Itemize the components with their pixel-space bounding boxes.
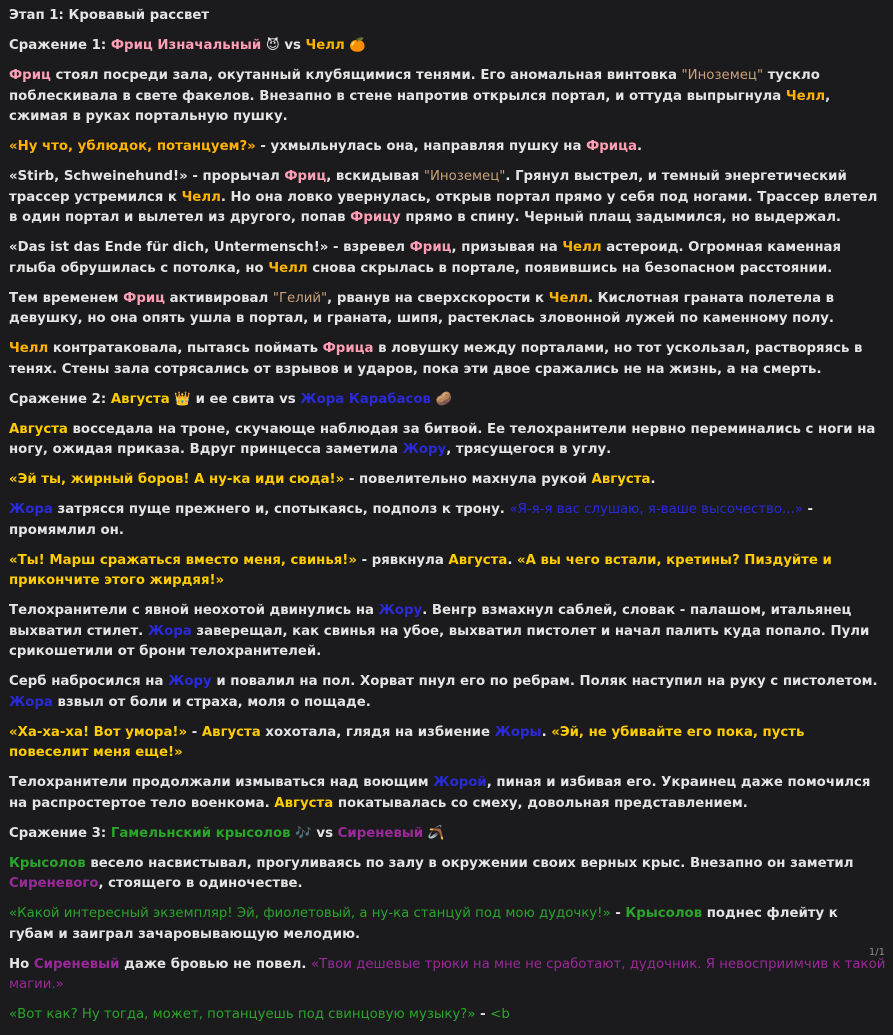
devil-emoji-icon: 😈 — [265, 38, 280, 53]
paragraph-5 — [9, 289, 887, 330]
text: покатывалась со смеху, довольная представлением. — [333, 795, 748, 811]
text: , рванув на сверхскорости к — [327, 290, 549, 306]
name-fritz: Фриц — [123, 290, 166, 306]
text: . — [650, 472, 656, 487]
paragraph-6 — [9, 339, 887, 380]
text: прямо в спину. Черный плащ задымился, но выдержал. — [400, 210, 841, 225]
name-zhora: Жору — [168, 674, 212, 689]
name-fritz: Фрица — [586, 139, 637, 154]
name-zhora: Жоры — [494, 724, 542, 740]
name-zhora: Жора — [9, 694, 53, 710]
fighter-chell: Челл — [305, 38, 345, 53]
text: . Кислотная граната полетела в девушку, но она опять ушла в портал, и граната, шипя, растеклась зловонной лужей по каменному полу. — [9, 290, 835, 326]
name-fritz: Фрица — [322, 341, 374, 356]
text: . Грянул выстрел, и темный энергетический трассер устремился к — [9, 169, 847, 205]
text: в ловушку между порталами, но тот ускользал, растворяясь в тенях. Стены зала сотрясались от взрывов и ударов, пока эти двое сражались не на жизнь, а на смерть. — [9, 341, 863, 377]
name-zhora: Жора — [147, 623, 192, 639]
name-fritz: Фриц — [9, 68, 51, 83]
paragraph-15 — [9, 854, 887, 895]
paragraph-1 — [9, 66, 887, 128]
battle-1-heading — [9, 36, 887, 57]
quote-augusta: «Эй, не убивайте его пока, пусть повеселит меня еще!» — [9, 724, 805, 760]
text: . Венгр взмахнул саблей, словак - палашом, итальянец выхватил стилет. — [9, 603, 852, 639]
text: поднес флейту к губам и заиграл зачаровывающую мелодию. — [9, 906, 838, 942]
text: хохотала, глядя на избиение — [260, 724, 495, 740]
quote-fritz: «Stirb, Schweinehund!» — [9, 169, 188, 184]
fighter-zhora: Жора Карабасов — [300, 391, 431, 407]
text: - прорычал — [187, 169, 285, 184]
vs-text: vs — [311, 825, 338, 841]
text: , пиная и избивая его. Украинец даже помочился на распростертое тело военкома. — [9, 775, 871, 811]
paragraph-13 — [9, 723, 887, 764]
potato-emoji-icon: 🥔 — [435, 391, 453, 407]
name-fritz: Фриц — [409, 240, 452, 255]
paragraph-16 — [9, 904, 887, 945]
text: . — [541, 724, 552, 740]
paragraph-4 — [9, 238, 887, 279]
text: - повелительно махнула рукой — [344, 472, 592, 487]
text: взвыл от боли и страха, моля о пощаде. — [52, 694, 371, 710]
name-sirenevy: Сиреневый — [33, 956, 120, 972]
text: - рявкнула — [356, 552, 449, 568]
name-chell: Челл — [9, 341, 49, 356]
text: Но — [9, 956, 34, 972]
text: - — [610, 906, 626, 921]
text: восседала на троне, скучающе наблюдая за битвой. Ее телохранители нервно переминались с ноги на ногу, ожидая приказа. Вдруг принцесса заметила — [9, 421, 876, 457]
text: контратаковала, пытаясь поймать — [48, 341, 323, 356]
name-chell: Челл — [562, 240, 602, 255]
ability-name: "Гелий" — [272, 290, 328, 306]
quote-chell: «Ну что, ублюдок, потанцуем?» — [9, 139, 256, 154]
weapon-name: "Иноземец" — [681, 68, 764, 83]
quote-ratcatcher: «Какой интересный экземпляр! Эй, фиолетовый, а ну-ка станцуй под мою дудочку!» — [9, 906, 611, 921]
text: , вскидывая — [326, 169, 424, 184]
text: . — [507, 552, 517, 568]
name-chell: Челл — [268, 260, 308, 276]
message-content — [9, 6, 887, 1035]
text: тускло поблескивала в свете факелов. Внезапно в стене напротив открылся портал, и оттуда выпрыгнула — [9, 68, 820, 104]
text: . Но она ловко увернулась, открыв портал прямо у себя под ногами. Трассер влетел в один портал и вылетел из другого, попав — [9, 189, 878, 225]
text: Серб набросился на — [9, 674, 169, 689]
name-zhora: Жора — [9, 502, 53, 517]
battle-label: Сражение 1: — [9, 38, 111, 53]
name-augusta: Августа — [9, 421, 68, 437]
paragraph-18 — [9, 1005, 887, 1026]
paragraph-2 — [9, 137, 887, 158]
name-chell: Челл — [548, 290, 588, 306]
battle-2-heading — [9, 390, 887, 411]
name-chell: Челл — [181, 189, 221, 205]
quote-augusta: «Ха-ха-ха! Вот умора!» — [9, 724, 188, 740]
paragraph-7 — [9, 420, 887, 461]
text: активировал — [165, 290, 273, 306]
quote-augusta: «Ты! Марш сражаться вместо меня, свинья!» — [9, 552, 357, 568]
name-zhora: Жорой — [433, 775, 487, 790]
text: , трясущегося в углу. — [446, 442, 612, 457]
name-augusta: Августа — [201, 724, 261, 740]
fighter-sirenevy: Сиреневый — [337, 825, 424, 841]
name-zhora: Жору — [402, 442, 447, 457]
text: Телохранители продолжали измываться над воющим — [9, 775, 434, 790]
truncated-tag: <b — [490, 1007, 510, 1022]
name-fritz: Фриц — [284, 169, 327, 184]
text: Телохранители с явной неохотой двинулись на — [9, 603, 379, 618]
boomerang-emoji-icon: 🪃 — [427, 825, 445, 841]
orange-emoji-icon: 🍊 — [349, 38, 366, 53]
text: весело насвистывал, прогуливаясь по залу в окружении своих верных крыс. Внезапно он заметил — [85, 855, 854, 871]
name-augusta: Августа — [591, 472, 651, 487]
paragraph-8 — [9, 470, 887, 491]
battle-label: Сражение 2: — [9, 391, 111, 407]
page-number: 1/1 — [868, 947, 885, 958]
paragraph-3 — [9, 167, 887, 229]
quote-zhora: «Я-я-я вас слушаю, я-ваше высочество...» — [509, 502, 803, 517]
name-augusta: Августа — [274, 795, 334, 811]
text: , стоящего в одиночестве. — [98, 876, 303, 891]
quote-augusta: «Эй ты, жирный боров! А ну-ка иди сюда!» — [9, 472, 345, 487]
paragraph-12 — [9, 672, 887, 713]
paragraph-10 — [9, 551, 887, 592]
crown-emoji-icon: 👑 — [174, 391, 191, 407]
text: - взревел — [328, 240, 410, 255]
text: - ухмыльнулась она, направляя пушку на — [255, 139, 587, 154]
paragraph-17 — [9, 955, 887, 996]
quote-ratcatcher: «Вот как? Ну тогда, может, потанцуешь под свинцовую музыку?» — [9, 1007, 476, 1022]
fighter-fritz: Фриц Изначальный — [110, 38, 262, 53]
text: - — [475, 1007, 491, 1022]
text: , призывая на — [451, 240, 563, 255]
music-notes-emoji-icon: 🎶 — [295, 825, 312, 841]
name-augusta: Августа — [448, 552, 508, 568]
paragraph-11 — [9, 601, 887, 663]
text: стоял посреди зала, окутанный клубящимися тенями. Его аномальная винтовка — [50, 68, 682, 83]
fighter-ratcatcher: Гамельнский крысолов — [110, 825, 291, 841]
name-ratcatcher: Крысолов — [625, 906, 703, 921]
quote-augusta: «А вы чего встали, кретины? Пиздуйте и прикончите этого жирдяя!» — [9, 552, 832, 588]
name-zhora: Жору — [378, 603, 423, 618]
vs-text: vs — [279, 38, 306, 53]
text: снова скрылась в портале, появившись на безопасном расстоянии. — [307, 260, 833, 276]
paragraph-9 — [9, 500, 887, 541]
text: и ее свита vs — [190, 391, 301, 407]
text: , сжимая в руках портальную пушку. — [9, 88, 831, 124]
battle-label: Сражение 3: — [9, 825, 111, 841]
paragraph-14 — [9, 773, 887, 814]
quote-fritz: «Das ist das Ende für dich, Untermensch!» — [9, 240, 329, 255]
quote-sirenevy: «Твои дешевые трюки на мне не сработают, дудочник. Я невосприимчив к такой магии.» — [9, 956, 886, 992]
name-ratcatcher: Крысолов — [9, 855, 86, 871]
text: даже бровью не повел. — [119, 956, 312, 972]
text: и повалил на пол. Хорват пнул его по ребрам. Поляк наступил на руку с пистолетом. — [211, 674, 878, 689]
name-sirenevy: Сиреневого — [9, 876, 99, 891]
stage-title-text: Этап 1: Кровавый рассвет — [9, 8, 210, 23]
weapon-name: "Иноземец" — [423, 169, 506, 184]
fighter-augusta: Августа — [110, 391, 170, 407]
text: - — [187, 724, 202, 740]
text: затрясся пуще прежнего и, спотыкаясь, подполз к трону. — [52, 502, 510, 517]
text: Тем временем — [9, 290, 124, 306]
text: астероид. Огромная каменная глыба обрушилась с потолка, но — [9, 240, 842, 276]
text: заверещал, как свинья на убое, выхватил пистолет и начал палить куда попало. Пули срикошетили от брони телохранителей. — [9, 623, 870, 659]
stage-title — [9, 6, 887, 27]
name-fritz: Фрицу — [350, 210, 401, 225]
text: - промямлил он. — [9, 502, 814, 538]
battle-3-heading — [9, 824, 887, 845]
name-chell: Челл — [785, 88, 826, 104]
text: . — [636, 139, 642, 154]
